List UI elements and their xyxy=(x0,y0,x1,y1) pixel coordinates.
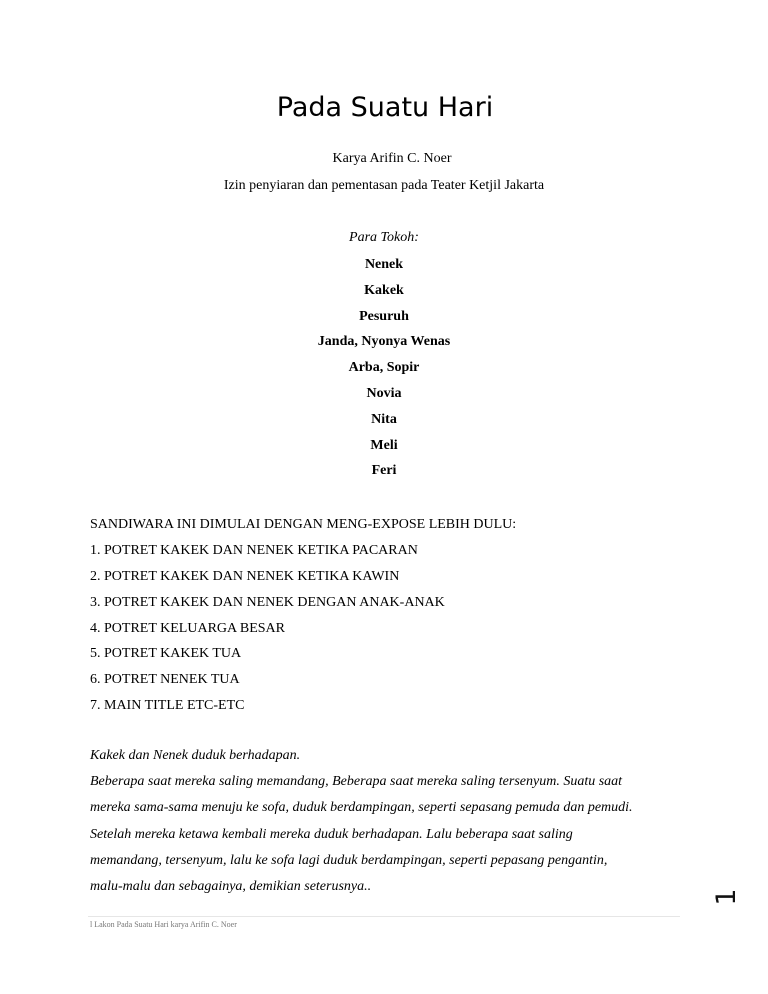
cast-item: Arba, Sopir xyxy=(348,360,420,376)
document-title xyxy=(0,92,768,123)
body-line: mereka sama-sama menuju ke sofa, duduk berdampingan, seperti sepasang pemuda dan pemudi. xyxy=(90,800,633,816)
body-line: memandang, tersenyum, lalu ke sofa lagi duduk berdampingan, seperti pepasang pengantin, xyxy=(90,852,608,868)
cast-item: Meli xyxy=(370,437,398,453)
footer-rule xyxy=(88,916,680,917)
page-number: 1 xyxy=(711,888,742,906)
intro-line: 7. MAIN TITLE ETC-ETC xyxy=(90,698,245,714)
intro-list xyxy=(90,512,690,719)
cast-item: Kakek xyxy=(364,282,404,298)
cast-item: Nenek xyxy=(364,257,404,272)
cast-list xyxy=(284,252,484,484)
body-line: malu-malu dan sebagainya, demikian seterusnya.. xyxy=(90,878,372,894)
intro-line: SANDIWARA INI DIMULAI DENGAN MENG-EXPOSE LEBIH DULU: xyxy=(90,517,517,532)
cast-item: Novia xyxy=(366,385,402,401)
cast-item: Pesuruh xyxy=(359,308,409,324)
license-line: Izin penyiaran dan pementasan pada Teater Ketjil Jakarta xyxy=(223,178,545,193)
cast-item: Feri xyxy=(371,463,397,479)
intro-line: 4. POTRET KELUARGA BESAR xyxy=(90,620,285,636)
document-title-text: Pada Suatu Hari xyxy=(276,92,494,123)
intro-line: 5. POTRET KAKEK TUA xyxy=(90,646,242,662)
intro-line: 1. POTRET KAKEK DAN NENEK KETIKA PACARAN xyxy=(90,542,418,558)
page-footer: l Lakon Pada Suatu Hari karya Arifin C. Noer xyxy=(90,920,237,929)
author-line: Karya Arifin C. Noer xyxy=(332,151,452,166)
intro-line: 6. POTRET NENEK TUA xyxy=(90,672,240,688)
body-line: Setelah mereka ketawa kembali mereka duduk berhadapan. Lalu beberapa saat saling xyxy=(90,826,573,842)
intro-line: 2. POTRET KAKEK DAN NENEK KETIKA KAWIN xyxy=(90,568,400,584)
intro-line: 3. POTRET KAKEK DAN NENEK DENGAN ANAK-ANAK xyxy=(90,594,445,610)
stage-directions xyxy=(90,743,690,900)
cast-item: Janda, Nyonya Wenas xyxy=(317,334,451,350)
body-line: Beberapa saat mereka saling memandang, Beberapa saat mereka saling tersenyum. Suatu saat xyxy=(90,774,623,790)
cast-item: Nita xyxy=(371,411,397,427)
cast-heading: Para Tokoh: xyxy=(349,230,419,245)
body-line: Kakek dan Nenek duduk berhadapan. xyxy=(90,748,301,763)
